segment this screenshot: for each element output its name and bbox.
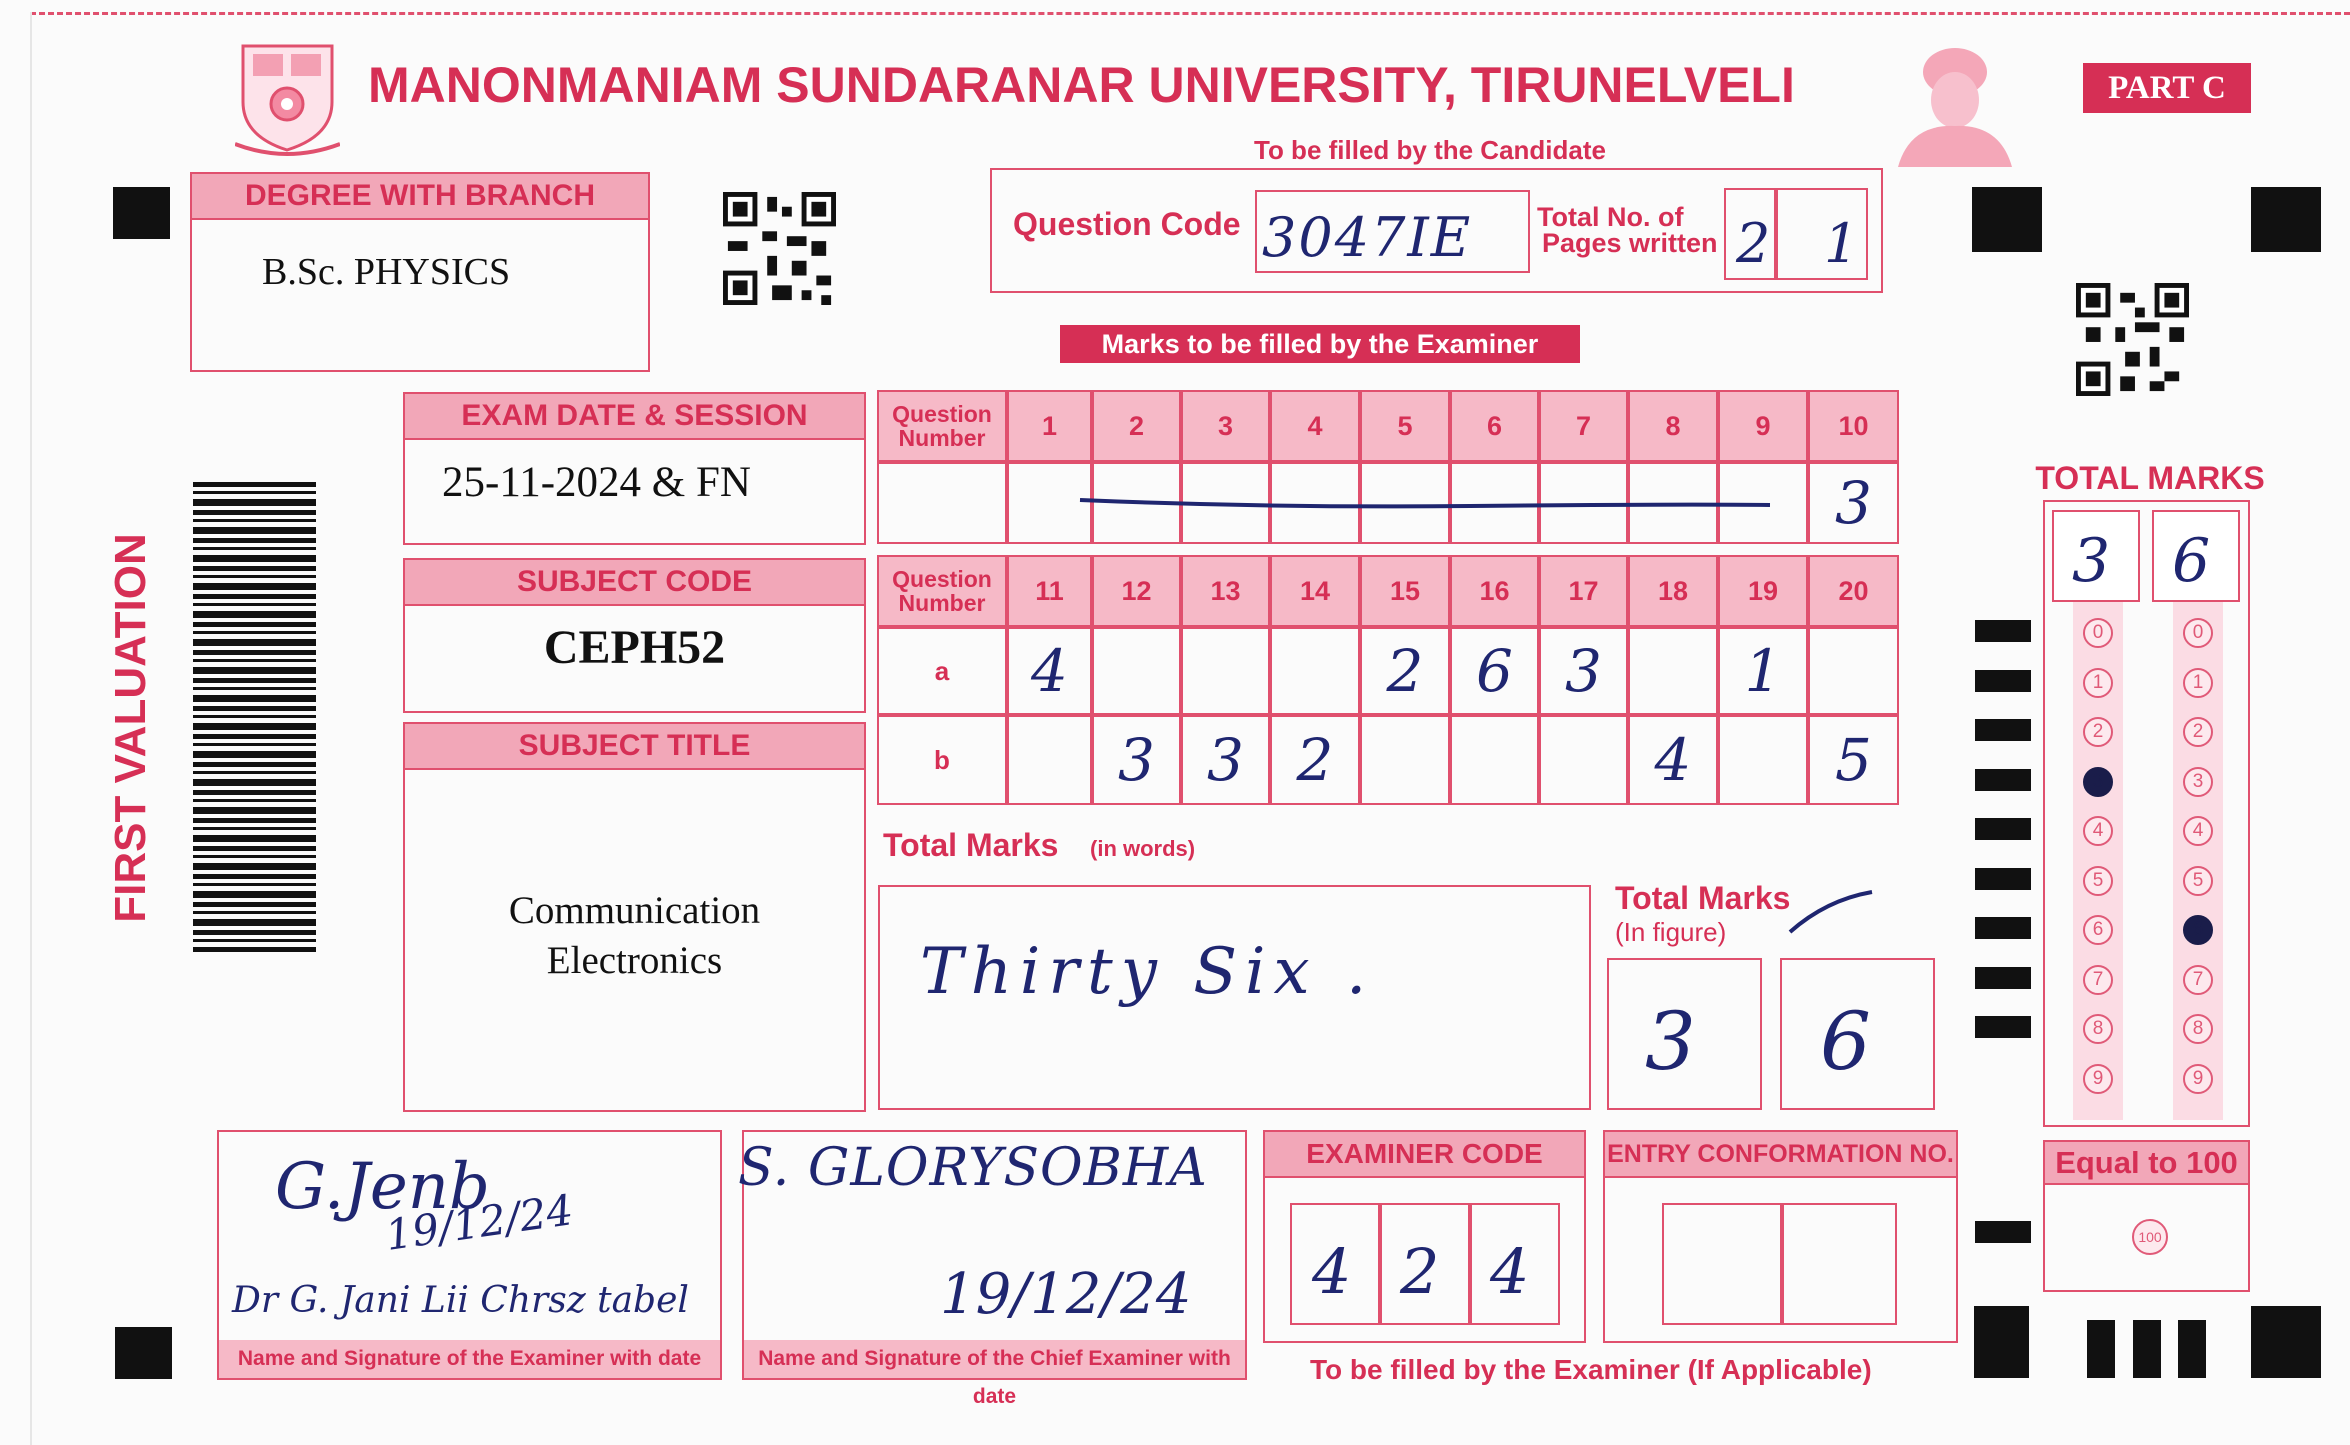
question-number-cell: 13: [1181, 555, 1270, 627]
bubble-tens[interactable]: 0: [2083, 618, 2113, 648]
total-digit-units: 6: [2172, 526, 2211, 596]
timing-mark: [1975, 1221, 2031, 1243]
pages-written-label-1: Total No. of: [1537, 202, 1684, 232]
university-title: MANONMANIAM SUNDARANAR UNIVERSITY, TIRUNELVELI: [368, 57, 1795, 113]
strike-through-line: [1070, 488, 1780, 518]
chief-sign-caption: Name and Signature of the Chief Examiner with date: [744, 1340, 1245, 1378]
bottom-bar-2: [2133, 1320, 2161, 1378]
total-figure-label: Total Marks: [1615, 880, 1791, 916]
exam-date-value: 25-11-2024 & FN: [442, 459, 751, 506]
bubble-units[interactable]: 4: [2183, 816, 2213, 846]
degree-header: DEGREE WITH BRANCH: [190, 172, 650, 220]
question-number-cell: 9: [1718, 390, 1808, 462]
entry-conf-header: ENTRY CONFORMATION NO.: [1603, 1130, 1958, 1178]
examiner-code-digit-2: 2: [1400, 1235, 1440, 1308]
barcode: [193, 482, 316, 952]
question-number-cell: 3: [1181, 390, 1270, 462]
examiner-code-digit-1: 4: [1312, 1235, 1352, 1308]
question-number-label-2: Number: [898, 590, 986, 616]
total-figure-digit-1: 3: [1645, 995, 1696, 1088]
mark-entry-cell-b[interactable]: [1539, 715, 1628, 805]
part-c-badge: PART C: [2083, 63, 2251, 113]
bubble-units[interactable]: 9: [2183, 1064, 2213, 1094]
timing-mark: [1975, 967, 2031, 989]
top-dashed-border: [30, 12, 2350, 15]
chief-sign-date: 19/12/24: [940, 1262, 1192, 1327]
bubble-tens[interactable]: 5: [2083, 866, 2113, 896]
question-number-cell: 15: [1360, 555, 1450, 627]
total-figure-sub: (In figure): [1615, 917, 1727, 947]
equal-100-bubble[interactable]: 100: [2132, 1219, 2168, 1255]
question-code-label: Question Code: [1013, 206, 1241, 242]
total-digit-tens: 3: [2072, 526, 2111, 596]
tick-mark: [1786, 886, 1876, 936]
question-number-header: [877, 390, 1007, 462]
entry-conf-field-1[interactable]: [1662, 1203, 1782, 1325]
mark-entry-cell-b[interactable]: [1007, 715, 1092, 805]
chief-sign-name: S. GLORYSOBHA: [738, 1138, 1208, 1198]
question-number-cell: 16: [1450, 555, 1539, 627]
university-logo: [235, 40, 340, 158]
marks-table-1: [877, 390, 1899, 544]
question-number-cell: 1: [1007, 390, 1092, 462]
question-number-label-2: Number: [898, 425, 986, 451]
corner-mark-bottom-left: [115, 1327, 172, 1379]
examiner-sign-caption: Name and Signature of the Examiner with date: [219, 1340, 720, 1378]
total-figure-digit-2: 6: [1820, 995, 1871, 1088]
mark-entry-cell-a[interactable]: [1181, 627, 1270, 715]
exam-date-header: EXAM DATE & SESSION: [403, 392, 866, 440]
question-number-cell: 5: [1360, 390, 1450, 462]
question-number-cell: 6: [1450, 390, 1539, 462]
founder-portrait: [1890, 42, 2020, 167]
examiner-banner: Marks to be filled by the Examiner: [1060, 325, 1580, 363]
entry-conf-field-2[interactable]: [1782, 1203, 1897, 1325]
bottom-bar-1: [2087, 1320, 2115, 1378]
mark-entry-cell-b[interactable]: 3: [1092, 715, 1181, 805]
question-number-cell: 4: [1270, 390, 1360, 462]
subject-title-line-1: Communication: [508, 889, 761, 932]
corner-mark-top-right-1: [1972, 187, 2042, 252]
qr-code-icon: [2075, 283, 2190, 396]
mark-entry-cell-a[interactable]: [1092, 627, 1181, 715]
row-label-b: b: [877, 715, 1007, 805]
first-valuation-label: FIRST VALUATION: [106, 533, 155, 923]
timing-mark: [1975, 1016, 2031, 1038]
timing-mark: [1975, 719, 2031, 741]
mark-entry-cell-b[interactable]: 4: [1628, 715, 1718, 805]
question-number-cell: 14: [1270, 555, 1360, 627]
subject-title-header: SUBJECT TITLE: [403, 722, 866, 770]
question-number-cell: 12: [1092, 555, 1181, 627]
bubble-units[interactable]: 2: [2183, 717, 2213, 747]
question-number-cell: 18: [1628, 555, 1718, 627]
bubble-units[interactable]: 7: [2183, 965, 2213, 995]
question-number-cell: 19: [1718, 555, 1808, 627]
pages-written-label-2: Pages written: [1542, 228, 1718, 258]
mark-entry-cell-a[interactable]: 6: [1450, 627, 1539, 715]
mark-entry-cell-b[interactable]: [1360, 715, 1450, 805]
question-number-cell: 11: [1007, 555, 1092, 627]
question-number-label-1: Question: [892, 566, 992, 592]
subject-title-line-2: Electronics: [546, 939, 723, 982]
corner-mark-top-left: [113, 187, 170, 239]
examiner-code-header: EXAMINER CODE: [1263, 1130, 1586, 1178]
mark-entry-cell-b[interactable]: [1718, 715, 1808, 805]
question-number-cell: 20: [1808, 555, 1899, 627]
mark-entry-cell-a[interactable]: 4: [1007, 627, 1092, 715]
question-number-cell: 7: [1539, 390, 1628, 462]
question-code-value: 3047IE: [1262, 206, 1473, 269]
bubble-tens[interactable]: 4: [2083, 816, 2113, 846]
mark-entry-cell-b[interactable]: 2: [1270, 715, 1360, 805]
row-label-a: a: [877, 627, 1007, 715]
timing-mark: [1975, 868, 2031, 890]
timing-mark: [1975, 917, 2031, 939]
mark-entry-cell-b[interactable]: 5: [1808, 715, 1899, 805]
bubble-tens[interactable]: 3: [2083, 767, 2113, 797]
total-words-sub: (in words): [1090, 836, 1196, 861]
mark-entry-cell-b[interactable]: [1450, 715, 1539, 805]
timing-mark: [1975, 769, 2031, 791]
timing-mark: [1975, 818, 2031, 840]
timing-mark: [1975, 620, 2031, 642]
examiner-code-digit-3: 4: [1490, 1235, 1530, 1308]
bubble-units[interactable]: 8: [2183, 1014, 2213, 1044]
mark-entry-cell-a[interactable]: 3: [1539, 627, 1628, 715]
pages-digit-2: 1: [1824, 212, 1859, 275]
mark-entry-cell-b[interactable]: 3: [1181, 715, 1270, 805]
question-number-cell: 17: [1539, 555, 1628, 627]
examiner-sign-date: 19/12/24: [382, 1185, 577, 1260]
question-number-cell: 2: [1092, 390, 1181, 462]
bubble-tens[interactable]: 6: [2083, 915, 2113, 945]
qr-code-icon: [722, 192, 837, 305]
marks-table-2: [877, 555, 1899, 805]
bubble-units[interactable]: 3: [2183, 767, 2213, 797]
mark-entry-cell[interactable]: 3: [1808, 462, 1899, 544]
mark-entry-cell-a[interactable]: [1628, 627, 1718, 715]
total-words-value: Thirty Six .: [920, 935, 1375, 1009]
question-number-cell: 10: [1808, 390, 1899, 462]
subject-code-value: CEPH52: [543, 621, 726, 674]
bubble-units[interactable]: 1: [2183, 668, 2213, 698]
left-perforation: [30, 12, 32, 1445]
bubble-units[interactable]: 6: [2183, 915, 2213, 945]
question-number-header: [877, 555, 1007, 627]
subject-code-header: SUBJECT CODE: [403, 558, 866, 606]
question-number-label-1: Question: [892, 401, 992, 427]
bottom-bar-3: [2178, 1320, 2206, 1378]
examiner-sign-name: Dr G. Jani Lii Chrsz tabel: [232, 1280, 689, 1321]
bubble-tens[interactable]: 9: [2083, 1064, 2113, 1094]
pages-digit-1: 2: [1736, 212, 1771, 275]
bubble-tens[interactable]: 8: [2083, 1014, 2113, 1044]
mark-entry-cell-a[interactable]: 2: [1360, 627, 1450, 715]
equal-100-header: Equal to 100: [2043, 1140, 2250, 1185]
examiner-sign-signature: G.Jenb: [275, 1150, 490, 1224]
total-words-label: Total Marks: [883, 827, 1059, 863]
mark-entry-cell-a[interactable]: [1270, 627, 1360, 715]
bubble-units[interactable]: 5: [2183, 866, 2213, 896]
candidate-note: To be filled by the Candidate: [1254, 135, 1606, 165]
mark-entry-cell-a[interactable]: [1808, 627, 1899, 715]
corner-mark-bottom-right: [1974, 1306, 2029, 1378]
total-marks-title: TOTAL MARKS: [2035, 460, 2265, 496]
bubble-tens[interactable]: 2: [2083, 717, 2113, 747]
degree-value: B.Sc. PHYSICS: [262, 251, 511, 293]
bubble-tens[interactable]: 1: [2083, 668, 2113, 698]
mark-row-label-cell: [877, 462, 1007, 544]
mark-entry-cell-a[interactable]: 1: [1718, 627, 1808, 715]
timing-mark: [1975, 670, 2031, 692]
question-number-cell: 8: [1628, 390, 1718, 462]
corner-mark-top-right-2: [2251, 187, 2321, 252]
corner-mark-bottom-far-right: [2251, 1306, 2321, 1378]
footer-note: To be filled by the Examiner (If Applicable): [1310, 1354, 1872, 1385]
bubble-tens[interactable]: 7: [2083, 965, 2113, 995]
bubble-units[interactable]: 0: [2183, 618, 2213, 648]
